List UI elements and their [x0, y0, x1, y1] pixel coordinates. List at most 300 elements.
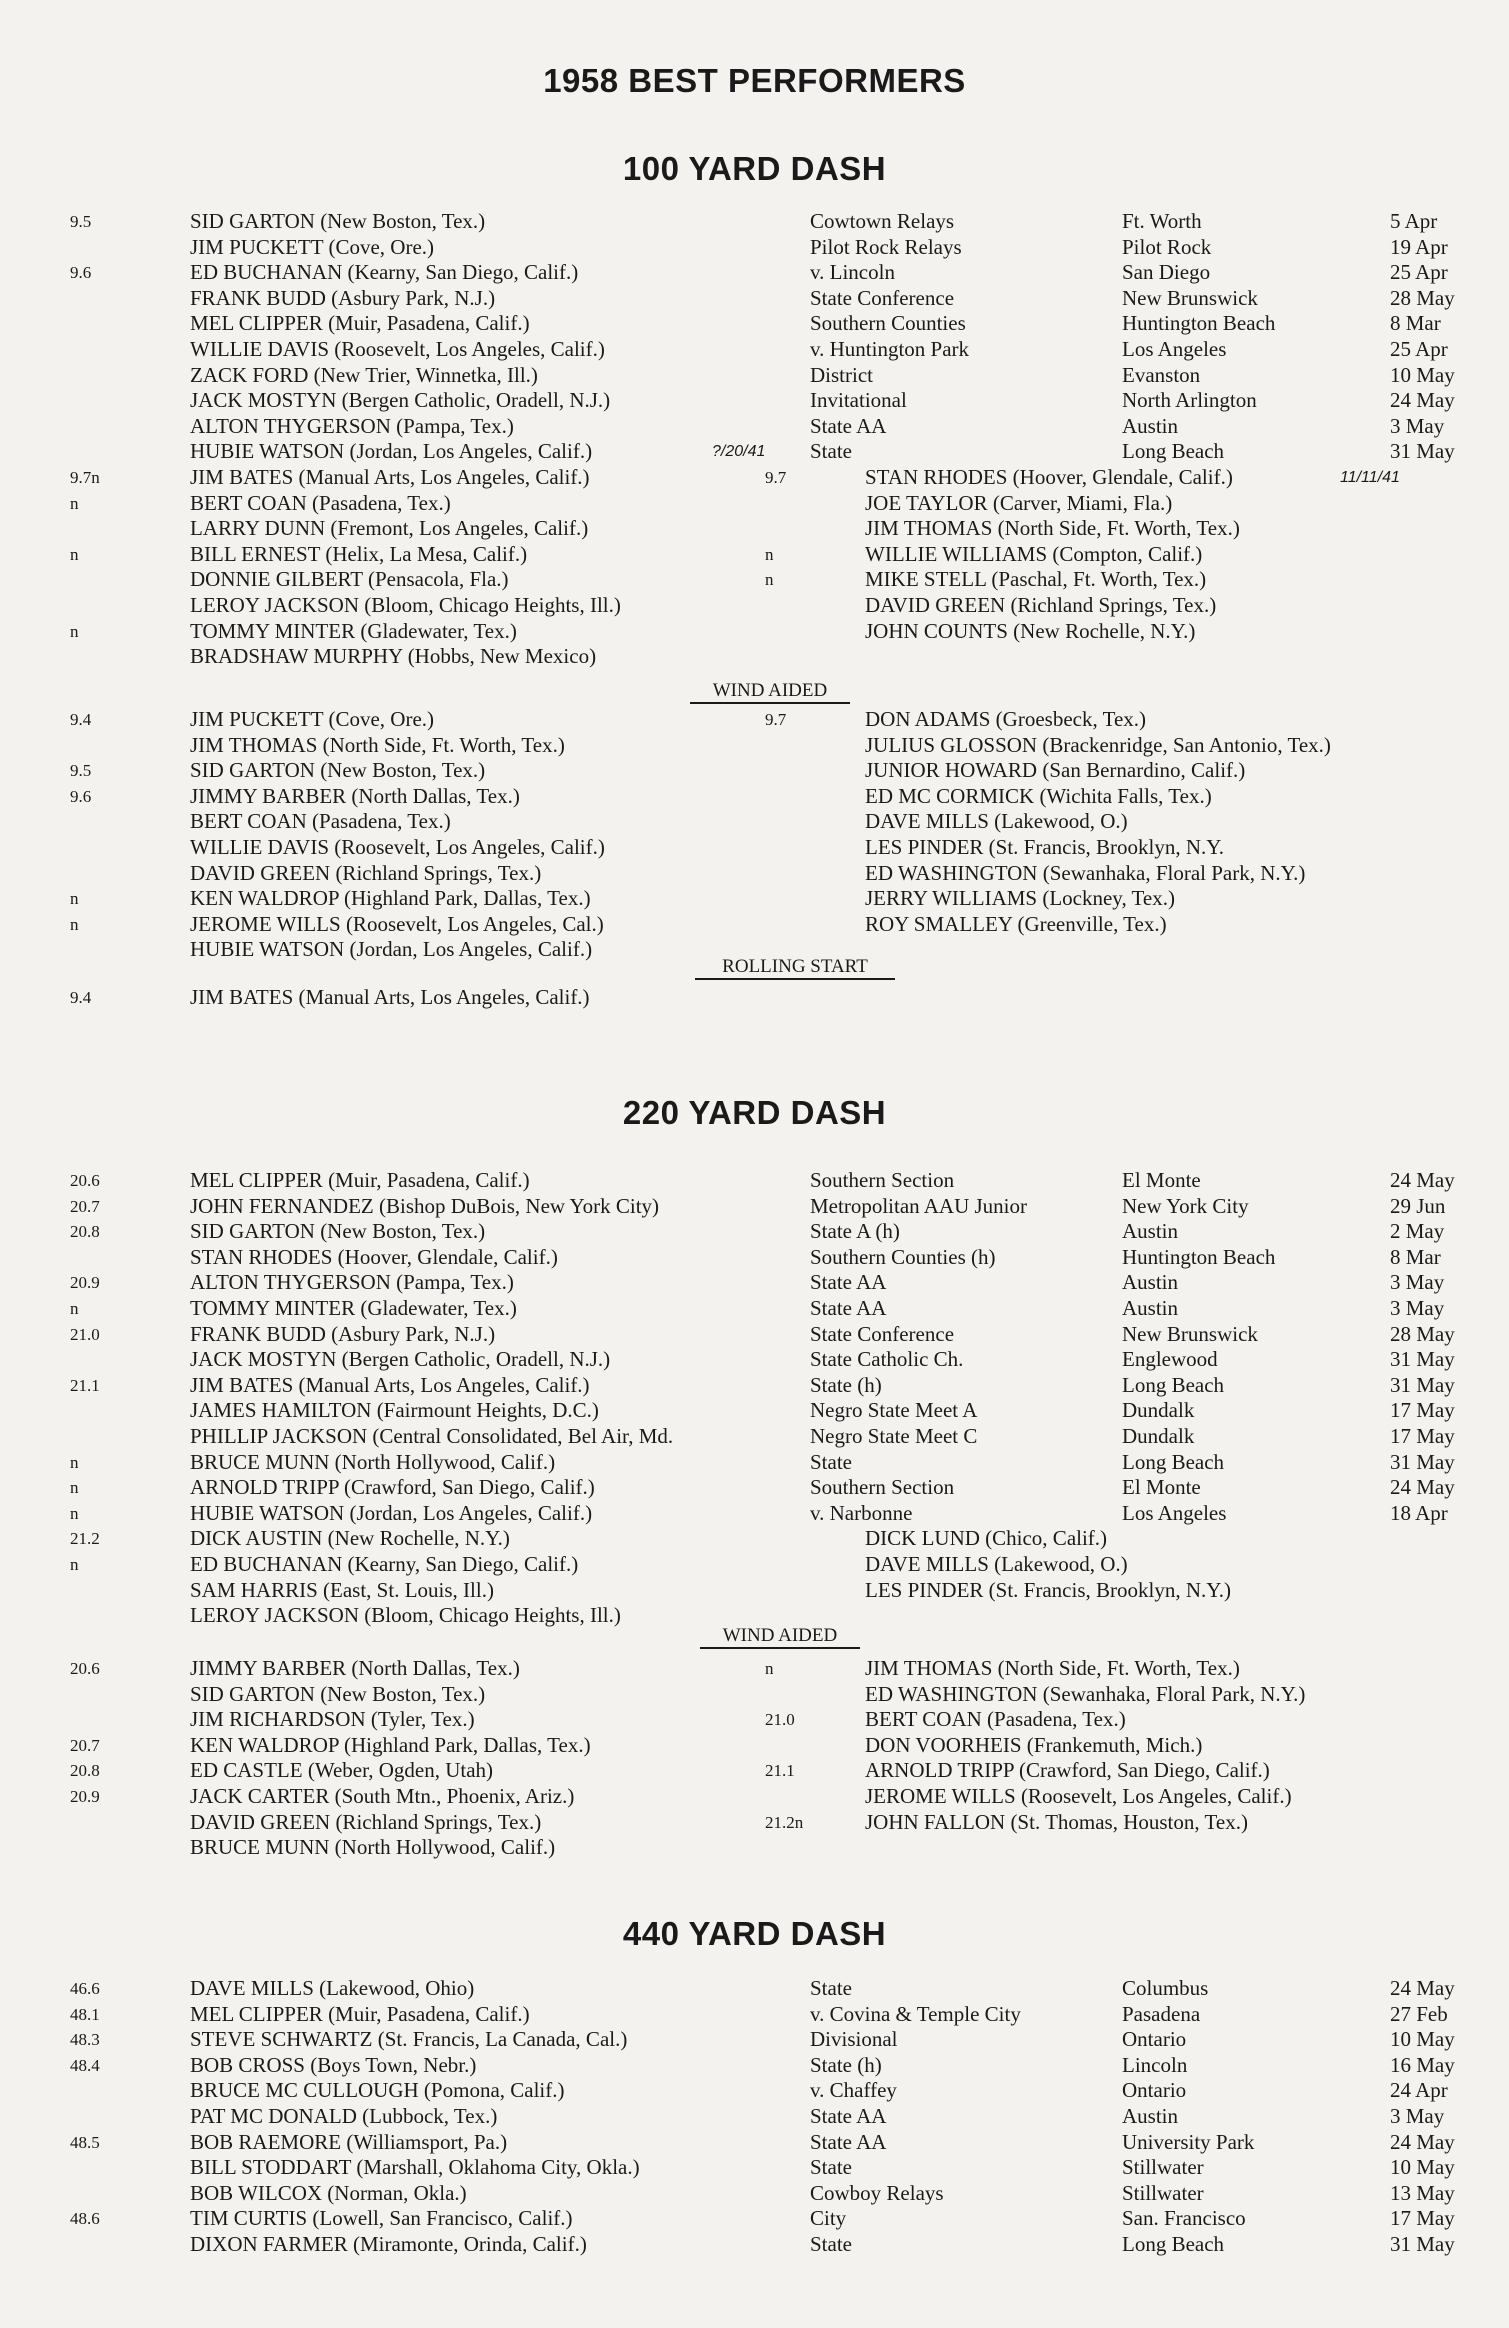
place: Ft. Worth: [1122, 209, 1202, 233]
athlete-right: DICK LUND (Chico, Calif.): [865, 1526, 1108, 1551]
place: Evanston: [1122, 362, 1201, 387]
mark: 21.1: [70, 1375, 100, 1395]
athlete-right: STAN RHODES (Hoover, Glendale, Calif.): [865, 464, 1233, 489]
result-row: [0, 1270, 1509, 1296]
mark: 9.4: [70, 988, 92, 1007]
date: 29 Jun: [1390, 1193, 1446, 1218]
mark: 9.6: [70, 263, 92, 283]
athlete: JACK CARTER (South Mtn., Phoenix, Ariz.): [190, 1783, 575, 1808]
results-440-main: [0, 1976, 1509, 2258]
athlete-right: MIKE STELL (Paschal, Ft. Worth, Tex.): [865, 567, 1207, 592]
results-100-rolling-start: [0, 985, 1509, 1011]
meet: State (h): [810, 2052, 882, 2077]
place: Austin: [1122, 413, 1179, 438]
mark: n: [70, 493, 79, 513]
athlete: JIM RICHARDSON (Tyler, Tex.): [190, 1707, 475, 1732]
result-row: [0, 985, 1509, 1011]
result-row: [0, 1347, 1509, 1373]
result-row: [0, 1707, 1509, 1733]
meet: Southern Section: [810, 1475, 955, 1500]
athlete: BILL STODDART (Marshall, Oklahoma City, Okla.): [190, 2155, 640, 2180]
result-row: [0, 2232, 1509, 2258]
mark: 20.7: [70, 1735, 100, 1755]
result-row: [0, 542, 1509, 568]
result-row: [0, 388, 1509, 414]
place: Englewood: [1122, 1347, 1218, 1372]
date: 17 May: [1390, 2206, 1455, 2231]
place: Pilot Rock: [1122, 234, 1212, 259]
result-row: [0, 1552, 1509, 1578]
place: Huntington Beach: [1122, 1244, 1276, 1269]
athlete: DONNIE GILBERT (Pensacola, Fla.): [190, 567, 509, 592]
result-row: [0, 593, 1509, 619]
athlete: BRADSHAW MURPHY (Hobbs, New Mexico): [190, 644, 597, 669]
mark-right: 9.7: [765, 467, 787, 487]
mark-right: n: [765, 544, 774, 564]
mark: 48.3: [70, 2030, 100, 2050]
athlete: HUBIE WATSON (Jordan, Los Angeles, Calif.): [190, 1500, 593, 1525]
meet: v. Covina & Temple City: [810, 2001, 1021, 2026]
athlete: DICK AUSTIN (New Rochelle, N.Y.): [190, 1526, 510, 1551]
athlete-right: LES PINDER (St. Francis, Brooklyn, N.Y.): [865, 1577, 1231, 1602]
date: 24 May: [1390, 1475, 1455, 1500]
athlete-right: LES PINDER (St. Francis, Brooklyn, N.Y.: [865, 834, 1224, 859]
athlete: DIXON FARMER (Miramonte, Orinda, Calif.): [190, 2231, 587, 2256]
place: Columbus: [1122, 1976, 1209, 2000]
date: 24 May: [1390, 1168, 1455, 1192]
date: 31 May: [1390, 2231, 1455, 2256]
place: Austin: [1122, 1270, 1179, 1295]
meet: v. Huntington Park: [810, 336, 970, 361]
athlete-right: JEROME WILLS (Roosevelt, Los Angeles, Calif.): [865, 1783, 1292, 1808]
mark-right: 9.7: [765, 710, 787, 729]
result-row: [0, 1219, 1509, 1245]
result-row: [0, 861, 1509, 887]
result-row: [0, 1398, 1509, 1424]
date: 10 May: [1390, 2027, 1455, 2052]
meet: State: [810, 439, 852, 464]
date: 8 Mar: [1390, 1244, 1441, 1269]
place: Long Beach: [1122, 1449, 1225, 1474]
place: Los Angeles: [1122, 1500, 1227, 1525]
athlete-right: JUNIOR HOWARD (San Bernardino, Calif.): [865, 758, 1246, 783]
place: San Diego: [1122, 260, 1211, 285]
place: New Brunswick: [1122, 1321, 1258, 1346]
date: 31 May: [1390, 1372, 1455, 1397]
athlete-right: JIM THOMAS (North Side, Ft. Worth, Tex.): [865, 516, 1240, 541]
mark: n: [70, 1503, 79, 1523]
date: 27 Feb: [1390, 2001, 1448, 2026]
result-row: [0, 1475, 1509, 1501]
result-row: [0, 1373, 1509, 1399]
athlete: LEROY JACKSON (Bloom, Chicago Heights, Ill.): [190, 592, 621, 617]
athlete-right: DAVE MILLS (Lakewood, O.): [865, 1551, 1128, 1576]
athlete: JIM BATES (Manual Arts, Los Angeles, Calif.): [190, 464, 590, 489]
athlete-right: ED WASHINGTON (Sewanhaka, Floral Park, N.Y.): [865, 860, 1306, 885]
result-row: [0, 1450, 1509, 1476]
result-row: [0, 235, 1509, 261]
athlete: JIM PUCKETT (Cove, Ore.): [190, 234, 435, 259]
result-row: [0, 1501, 1509, 1527]
athlete-right: JULIUS GLOSSON (Brackenridge, San Antonio, Tex.): [865, 732, 1331, 757]
meet: Cowboy Relays: [810, 2180, 944, 2205]
athlete: ED CASTLE (Weber, Ogden, Utah): [190, 1758, 494, 1783]
date: 3 May: [1390, 1270, 1445, 1295]
result-row: [0, 733, 1509, 759]
date: 25 Apr: [1390, 336, 1448, 361]
result-row: [0, 439, 1509, 465]
place: Stillwater: [1122, 2155, 1204, 2180]
athlete: SAM HARRIS (East, St. Louis, Ill.): [190, 1577, 494, 1602]
athlete: LARRY DUNN (Fremont, Los Angeles, Calif.): [190, 516, 589, 541]
date: 10 May: [1390, 2155, 1455, 2180]
result-row: [0, 1578, 1509, 1604]
result-row: [0, 286, 1509, 312]
place: Ontario: [1122, 2027, 1187, 2052]
athlete: DAVID GREEN (Richland Springs, Tex.): [190, 860, 542, 885]
athlete: KEN WALDROP (Highland Park, Dallas, Tex.): [190, 886, 591, 911]
athlete-right: ARNOLD TRIPP (Crawford, San Diego, Calif.): [865, 1758, 1270, 1783]
date: 24 Apr: [1390, 2078, 1448, 2103]
meet: District: [810, 362, 873, 387]
meet: State AA: [810, 1295, 887, 1320]
mark: 9.4: [70, 710, 92, 729]
mark: 9.5: [70, 761, 92, 781]
athlete: HUBIE WATSON (Jordan, Los Angeles, Calif.): [190, 439, 593, 464]
result-row: [0, 707, 1509, 733]
place: University Park: [1122, 2129, 1255, 2154]
athlete: PHILLIP JACKSON (Central Consolidated, Bel Air, Md.: [190, 1423, 674, 1448]
place: Stillwater: [1122, 2180, 1204, 2205]
result-row: [0, 260, 1509, 286]
meet: Metropolitan AAU Junior: [810, 1193, 1027, 1218]
results-100-main: [0, 209, 1509, 670]
athlete: TIM CURTIS (Lowell, San Francisco, Calif.): [190, 2206, 573, 2231]
subheading-100-rolling-start: ROLLING START: [695, 956, 895, 980]
date: 31 May: [1390, 1347, 1455, 1372]
result-row: [0, 1194, 1509, 1220]
athlete: DAVE MILLS (Lakewood, Ohio): [190, 1976, 475, 2000]
athlete: TOMMY MINTER (Gladewater, Tex.): [190, 618, 517, 643]
mark-right: n: [765, 570, 774, 590]
result-row: [0, 886, 1509, 912]
place: Dundalk: [1122, 1423, 1195, 1448]
mark: 20.7: [70, 1196, 100, 1216]
place: Long Beach: [1122, 439, 1225, 464]
athlete: ARNOLD TRIPP (Crawford, San Diego, Calif.): [190, 1475, 595, 1500]
athlete-right: DAVID GREEN (Richland Springs, Tex.): [865, 592, 1217, 617]
result-row: [0, 311, 1509, 337]
athlete-right: ED WASHINGTON (Sewanhaka, Floral Park, N.Y.): [865, 1681, 1306, 1706]
athlete: BERT COAN (Pasadena, Tex.): [190, 490, 451, 515]
result-row: [0, 2155, 1509, 2181]
athlete: MEL CLIPPER (Muir, Pasadena, Calif.): [190, 311, 530, 336]
result-row: [0, 1168, 1509, 1194]
mark: 21.0: [70, 1324, 100, 1344]
result-row: [0, 209, 1509, 235]
meet: State A (h): [810, 1219, 900, 1244]
result-row: [0, 1810, 1509, 1836]
athlete: BERT COAN (Pasadena, Tex.): [190, 809, 451, 834]
date: 8 Mar: [1390, 311, 1441, 336]
athlete: JIM BATES (Manual Arts, Los Angeles, Calif.): [190, 1372, 590, 1397]
mark-right: 21.1: [765, 1761, 795, 1781]
mark: 20.6: [70, 1171, 100, 1190]
athlete-right: JOE TAYLOR (Carver, Miami, Fla.): [865, 490, 1173, 515]
athlete: BRUCE MC CULLOUGH (Pomona, Calif.): [190, 2078, 565, 2103]
place: Long Beach: [1122, 2231, 1225, 2256]
mark: 48.5: [70, 2132, 100, 2152]
meet: State AA: [810, 2129, 887, 2154]
athlete: JACK MOSTYN (Bergen Catholic, Oradell, N.J.): [190, 1347, 611, 1372]
mark: 20.6: [70, 1659, 100, 1678]
section-title-440-yard-dash: 440 YARD DASH: [622, 1915, 887, 1952]
meet: State: [810, 1976, 852, 2000]
athlete: FRANK BUDD (Asbury Park, N.J.): [190, 285, 496, 310]
result-row: [0, 465, 1509, 491]
mark: 20.8: [70, 1222, 100, 1242]
athlete-right: WILLIE WILLIAMS (Compton, Calif.): [865, 541, 1203, 566]
mark: 9.6: [70, 786, 92, 806]
meet: Invitational: [810, 388, 907, 413]
meet: Divisional: [810, 2027, 898, 2052]
result-row: [0, 1682, 1509, 1708]
result-row: [0, 1758, 1509, 1784]
athlete-right: JERRY WILLIAMS (Lockney, Tex.): [865, 886, 1175, 911]
meet: v. Chaffey: [810, 2078, 897, 2103]
mark: 48.6: [70, 2209, 100, 2229]
athlete: SID GARTON (New Boston, Tex.): [190, 1681, 486, 1706]
date: 28 May: [1390, 1321, 1455, 1346]
athlete: STEVE SCHWARTZ (St. Francis, La Canada, Cal.): [190, 2027, 628, 2052]
athlete: JIMMY BARBER (North Dallas, Tex.): [190, 783, 520, 808]
date: 19 Apr: [1390, 234, 1448, 259]
athlete-right: ED MC CORMICK (Wichita Falls, Tex.): [865, 783, 1212, 808]
athlete: PAT MC DONALD (Lubbock, Tex.): [190, 2103, 498, 2128]
mark: 9.5: [70, 212, 92, 231]
athlete: JAMES HAMILTON (Fairmount Heights, D.C.): [190, 1398, 599, 1423]
place: Austin: [1122, 1295, 1179, 1320]
date: 5 Apr: [1390, 209, 1438, 233]
athlete: STAN RHODES (Hoover, Glendale, Calif.): [190, 1244, 558, 1269]
date: 31 May: [1390, 439, 1455, 464]
date: 2 May: [1390, 1219, 1445, 1244]
athlete: BOB CROSS (Boys Town, Nebr.): [190, 2052, 477, 2077]
date: 17 May: [1390, 1398, 1455, 1423]
athlete-right: DON VOORHEIS (Frankemuth, Mich.): [865, 1732, 1203, 1757]
mark-right: 21.0: [765, 1710, 795, 1730]
page-title: 1958 BEST PERFORMERS: [543, 62, 966, 99]
athlete: BRUCE MUNN (North Hollywood, Calif.): [190, 1449, 556, 1474]
results-220-main: [0, 1168, 1509, 1629]
date: 25 Apr: [1390, 260, 1448, 285]
result-row: [0, 758, 1509, 784]
result-row: [0, 644, 1509, 670]
handwritten-note: 11/11/41: [1340, 468, 1400, 486]
meet: State Catholic Ch.: [810, 1347, 964, 1372]
athlete: TOMMY MINTER (Gladewater, Tex.): [190, 1295, 517, 1320]
meet: Southern Section: [810, 1168, 955, 1192]
athlete-right: JOHN FALLON (St. Thomas, Houston, Tex.): [865, 1809, 1248, 1834]
mark: n: [70, 889, 79, 909]
result-row: [0, 2078, 1509, 2104]
meet: State AA: [810, 413, 887, 438]
athlete: JOHN FERNANDEZ (Bishop DuBois, New York City): [190, 1193, 660, 1218]
athlete: BILL ERNEST (Helix, La Mesa, Calif.): [190, 541, 528, 566]
results-100-wind-aided: [0, 707, 1509, 963]
result-row: [0, 491, 1509, 517]
place: Austin: [1122, 2103, 1179, 2128]
result-row: [0, 1784, 1509, 1810]
date: 3 May: [1390, 413, 1445, 438]
mark: n: [70, 1298, 79, 1318]
date: 24 May: [1390, 1976, 1455, 2000]
result-row: [0, 1976, 1509, 2002]
meet: Negro State Meet A: [810, 1398, 978, 1423]
date: 24 May: [1390, 388, 1455, 413]
athlete: SID GARTON (New Boston, Tex.): [190, 1219, 486, 1244]
athlete: DAVID GREEN (Richland Springs, Tex.): [190, 1809, 542, 1834]
date: 28 May: [1390, 285, 1455, 310]
date: 18 Apr: [1390, 1500, 1448, 1525]
meet: Pilot Rock Relays: [810, 234, 962, 259]
section-title-220-yard-dash: 220 YARD DASH: [622, 1094, 887, 1131]
date: 31 May: [1390, 1449, 1455, 1474]
result-row: [0, 619, 1509, 645]
result-row: [0, 2181, 1509, 2207]
mark: 46.6: [70, 1979, 100, 1998]
place: San. Francisco: [1122, 2206, 1246, 2231]
athlete: WILLIE DAVIS (Roosevelt, Los Angeles, Calif.): [190, 834, 605, 859]
athlete: ED BUCHANAN (Kearny, San Diego, Calif.): [190, 260, 579, 285]
meet: v. Lincoln: [810, 260, 895, 285]
date: 3 May: [1390, 2103, 1445, 2128]
place: Los Angeles: [1122, 336, 1227, 361]
results-220-wind-aided: [0, 1656, 1509, 1861]
mark: 21.2: [70, 1529, 100, 1549]
result-row: [0, 1296, 1509, 1322]
athlete: JIMMY BARBER (North Dallas, Tex.): [190, 1656, 520, 1680]
result-row: [0, 2104, 1509, 2130]
athlete: ALTON THYGERSON (Pampa, Tex.): [190, 1270, 514, 1295]
mark: n: [70, 621, 79, 641]
meet: State Conference: [810, 1321, 955, 1346]
result-row: [0, 1526, 1509, 1552]
result-row: [0, 1835, 1509, 1861]
athlete: ED BUCHANAN (Kearny, San Diego, Calif.): [190, 1551, 579, 1576]
result-row: [0, 2130, 1509, 2156]
result-row: [0, 414, 1509, 440]
mark-right: n: [765, 1659, 774, 1678]
result-row: [0, 1322, 1509, 1348]
athlete: MEL CLIPPER (Muir, Pasadena, Calif.): [190, 2001, 530, 2026]
place: New York City: [1122, 1193, 1249, 1218]
result-row: [0, 784, 1509, 810]
place: El Monte: [1122, 1475, 1201, 1500]
athlete: BOB WILCOX (Norman, Okla.): [190, 2180, 467, 2205]
result-row: [0, 2002, 1509, 2028]
place: Pasadena: [1122, 2001, 1201, 2026]
place: El Monte: [1122, 1168, 1201, 1192]
result-row: [0, 2206, 1509, 2232]
athlete: FRANK BUDD (Asbury Park, N.J.): [190, 1321, 496, 1346]
date: 10 May: [1390, 362, 1455, 387]
athlete-right: JIM THOMAS (North Side, Ft. Worth, Tex.): [865, 1656, 1240, 1680]
athlete: JIM THOMAS (North Side, Ft. Worth, Tex.): [190, 732, 565, 757]
athlete: JACK MOSTYN (Bergen Catholic, Oradell, N.J.): [190, 388, 611, 413]
meet: State: [810, 2155, 852, 2180]
athlete: WILLIE DAVIS (Roosevelt, Los Angeles, Calif.): [190, 336, 605, 361]
result-row: [0, 516, 1509, 542]
date: 3 May: [1390, 1295, 1445, 1320]
result-row: [0, 809, 1509, 835]
meet: Southern Counties (h): [810, 1244, 996, 1269]
mark: 9.7n: [70, 467, 100, 487]
mark: n: [70, 544, 79, 564]
place: New Brunswick: [1122, 285, 1258, 310]
athlete: SID GARTON (New Boston, Tex.): [190, 758, 486, 783]
meet: v. Narbonne: [810, 1500, 913, 1525]
athlete-right: DON ADAMS (Groesbeck, Tex.): [865, 707, 1147, 731]
meet: State Conference: [810, 285, 955, 310]
place: Austin: [1122, 1219, 1179, 1244]
mark: n: [70, 1554, 79, 1574]
result-row: [0, 912, 1509, 938]
athlete-right: DAVE MILLS (Lakewood, O.): [865, 809, 1128, 834]
place: Huntington Beach: [1122, 311, 1276, 336]
mark: n: [70, 1452, 79, 1472]
mark: 48.4: [70, 2055, 100, 2075]
result-row: [0, 363, 1509, 389]
athlete: HUBIE WATSON (Jordan, Los Angeles, Calif.): [190, 937, 593, 962]
athlete: KEN WALDROP (Highland Park, Dallas, Tex.): [190, 1732, 591, 1757]
mark: 20.8: [70, 1761, 100, 1781]
subheading-100-wind-aided: WIND AIDED: [690, 680, 850, 704]
athlete: LEROY JACKSON (Bloom, Chicago Heights, Ill.): [190, 1603, 621, 1628]
result-row: [0, 1656, 1509, 1682]
athlete-right: ROY SMALLEY (Greenville, Tex.): [865, 911, 1167, 936]
meet: State: [810, 2231, 852, 2256]
result-row: [0, 2027, 1509, 2053]
athlete-right: JOHN COUNTS (New Rochelle, N.Y.): [865, 618, 1196, 643]
athlete: JEROME WILLS (Roosevelt, Los Angeles, Cal.): [190, 911, 604, 936]
meet: City: [810, 2206, 847, 2231]
result-row: [0, 1245, 1509, 1271]
meet: State AA: [810, 2103, 887, 2128]
meet: State: [810, 1449, 852, 1474]
mark: 20.9: [70, 1273, 100, 1293]
date: 17 May: [1390, 1423, 1455, 1448]
athlete: ALTON THYGERSON (Pampa, Tex.): [190, 413, 514, 438]
place: Lincoln: [1122, 2052, 1188, 2077]
result-row: [0, 2053, 1509, 2079]
mark: n: [70, 1478, 79, 1498]
athlete: BRUCE MUNN (North Hollywood, Calif.): [190, 1835, 556, 1860]
athlete: BOB RAEMORE (Williamsport, Pa.): [190, 2129, 508, 2154]
place: Ontario: [1122, 2078, 1187, 2103]
section-title-100-yard-dash: 100 YARD DASH: [622, 150, 887, 187]
place: Dundalk: [1122, 1398, 1195, 1423]
mark: n: [70, 914, 79, 934]
result-row: [0, 1424, 1509, 1450]
athlete: JIM PUCKETT (Cove, Ore.): [190, 707, 435, 731]
mark-right: 21.2n: [765, 1812, 804, 1832]
meet: Southern Counties: [810, 311, 966, 336]
place: Long Beach: [1122, 1372, 1225, 1397]
result-row: [0, 835, 1509, 861]
result-row: [0, 1733, 1509, 1759]
date: 24 May: [1390, 2129, 1455, 2154]
